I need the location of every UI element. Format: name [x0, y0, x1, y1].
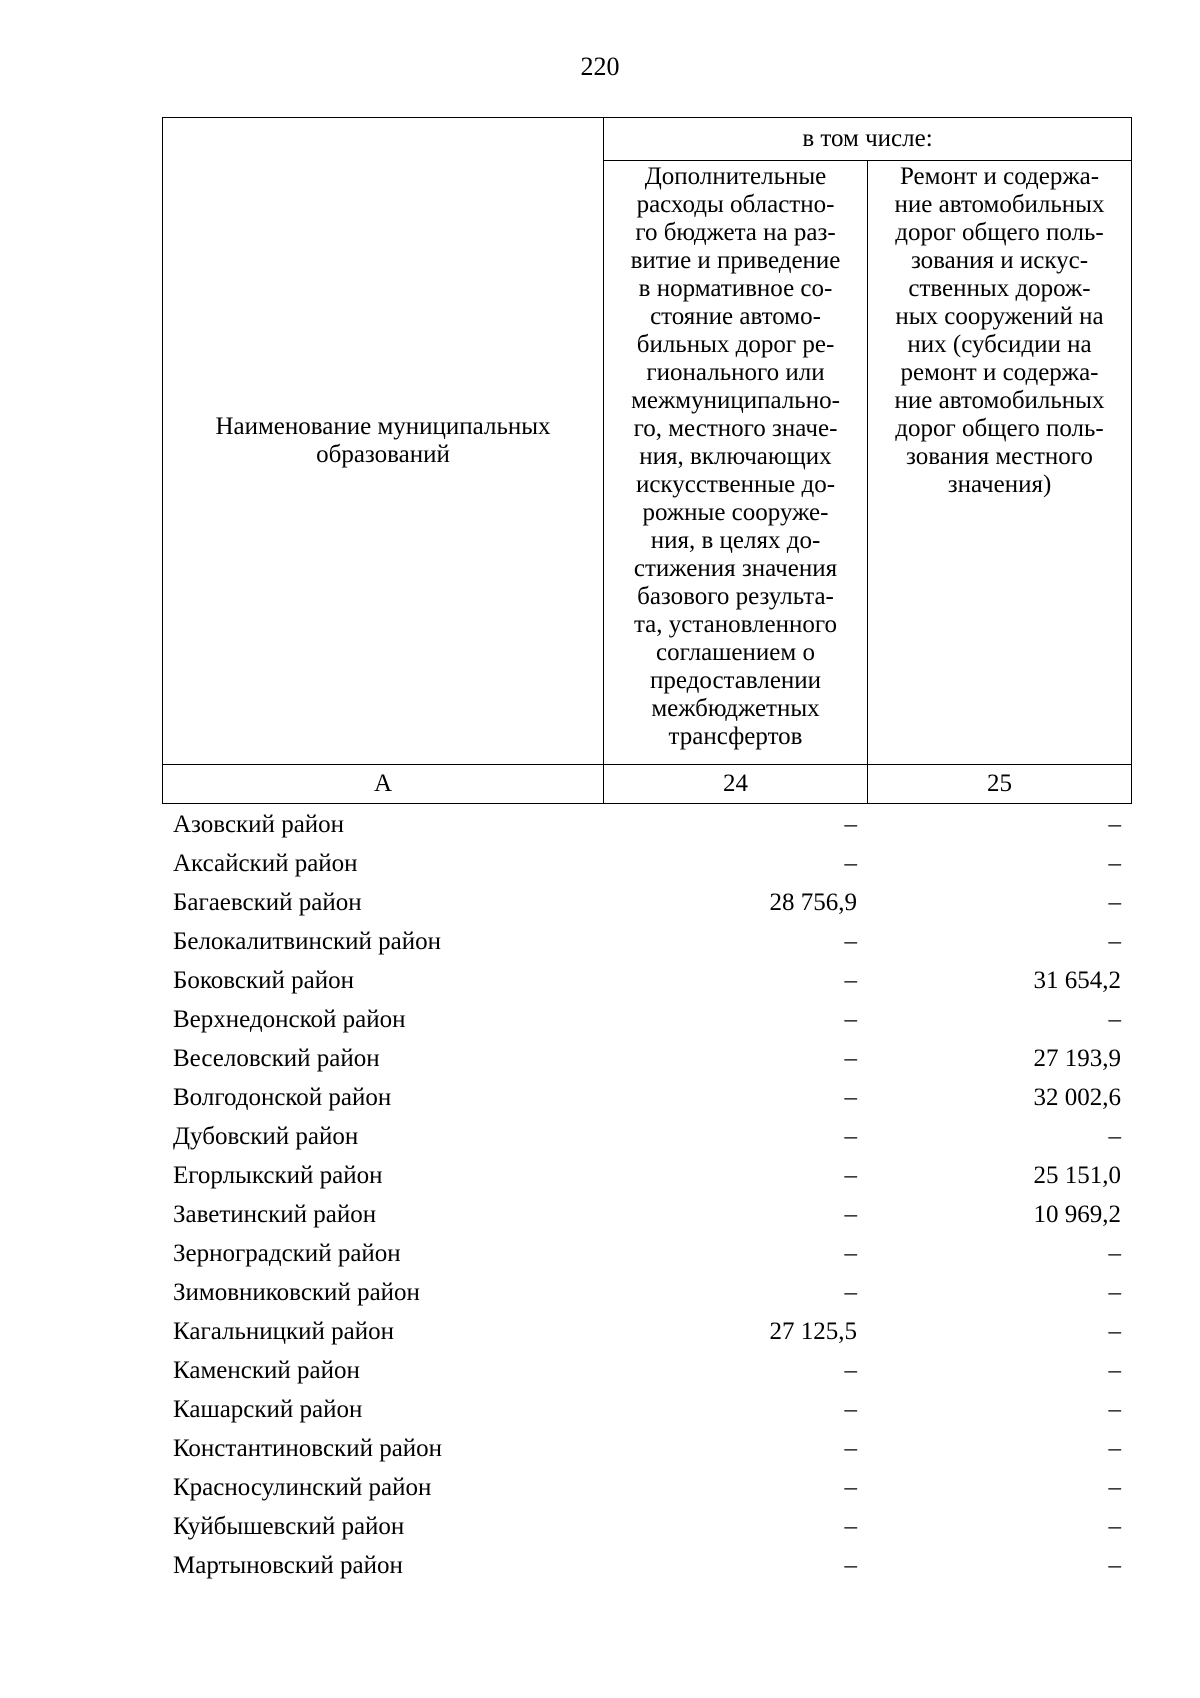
row-value-24: –	[844, 928, 857, 955]
table-row	[162, 1078, 1131, 1117]
header-num-24: 24	[604, 765, 868, 804]
row-value-24: –	[844, 1279, 857, 1306]
row-name: Куйбышевский район	[173, 1513, 405, 1540]
row-value-25: –	[1108, 1513, 1121, 1540]
row-value-24: –	[844, 967, 857, 994]
row-name: Багаевский район	[173, 889, 362, 916]
row-value-25: –	[1108, 1006, 1121, 1033]
row-value-24: –	[844, 1435, 857, 1462]
row-name: Зимовниковский район	[173, 1279, 420, 1306]
table-row	[162, 1195, 1131, 1234]
row-value-24: –	[844, 1006, 857, 1033]
row-value-25: 32 002,6	[1033, 1084, 1121, 1111]
row-value-24: –	[844, 1045, 857, 1072]
row-value-24: –	[844, 1084, 857, 1111]
row-value-24: –	[844, 1513, 857, 1540]
table-row	[162, 1312, 1131, 1351]
table-row	[162, 922, 1131, 961]
table-body	[162, 805, 1131, 1585]
row-value-24: 27 125,5	[769, 1318, 857, 1345]
table-header	[162, 117, 1132, 804]
table-row	[162, 1390, 1131, 1429]
table-row	[162, 1468, 1131, 1507]
row-value-24: –	[844, 1123, 857, 1150]
table-row	[162, 1000, 1131, 1039]
row-name: Кашарский район	[173, 1396, 363, 1423]
row-value-25: –	[1108, 1279, 1121, 1306]
row-value-24: –	[844, 1552, 857, 1579]
row-value-25: 27 193,9	[1033, 1045, 1121, 1072]
row-value-25: –	[1108, 1474, 1121, 1501]
row-value-25: 31 654,2	[1033, 967, 1121, 994]
row-name: Заветинский район	[173, 1201, 377, 1228]
table-row	[162, 1507, 1131, 1546]
table-row	[162, 1273, 1131, 1312]
row-value-24: –	[844, 1474, 857, 1501]
row-name: Зерноградский район	[173, 1240, 401, 1267]
row-value-25: –	[1108, 889, 1121, 916]
row-value-24: –	[844, 1162, 857, 1189]
row-name: Дубовский район	[173, 1123, 359, 1150]
table-row	[162, 883, 1131, 922]
row-name: Боковский район	[173, 967, 354, 994]
table-row	[162, 1429, 1131, 1468]
row-value-24: –	[844, 811, 857, 838]
table-row	[162, 961, 1131, 1000]
table-row	[162, 1234, 1131, 1273]
table-row	[162, 844, 1131, 883]
row-value-25: –	[1108, 1396, 1121, 1423]
table-row	[162, 1117, 1131, 1156]
row-value-25: 10 969,2	[1033, 1201, 1121, 1228]
row-value-25: –	[1108, 811, 1121, 838]
row-value-25: –	[1108, 1240, 1121, 1267]
header-col-24-description: Дополнительные расходы областно- го бюджета на раз- витие и приведение в нормативное со- стояние автомо- бильных дорог ре- гионального или межмуниципально- го, местного значе- ния, включающих искусственные до- рожные сооруже- ния, в целях до- стижения значения базового результа- та, установленного соглашением о предоставлении межбюджетных трансфертов	[604, 161, 868, 765]
header-including-group: в том числе:	[604, 118, 1132, 161]
row-value-25: –	[1108, 1318, 1121, 1345]
row-name: Аксайский район	[173, 850, 358, 877]
table-row	[162, 1156, 1131, 1195]
header-col-25-description: Ремонт и содержа- ние автомобильных дорог общего поль- зования и искус- ственных дорож- ных сооружений на них (субсидии на ремонт и содержа- ние автомобильных дорог общего поль- зования местного значения)	[868, 161, 1132, 765]
row-name: Егорлыкский район	[173, 1162, 383, 1189]
row-value-24: –	[844, 1240, 857, 1267]
table-row	[162, 1039, 1131, 1078]
table-row	[162, 1546, 1131, 1585]
row-value-24: –	[844, 1357, 857, 1384]
row-value-25: –	[1108, 850, 1121, 877]
row-value-25: –	[1108, 1552, 1121, 1579]
table-row	[162, 805, 1131, 844]
row-name: Белокалитвинский район	[173, 928, 441, 955]
header-num-25: 25	[868, 765, 1132, 804]
row-value-24: 28 756,9	[769, 889, 857, 916]
row-value-24: –	[844, 1396, 857, 1423]
row-name: Константиновский район	[173, 1435, 443, 1462]
header-num-a: А	[163, 765, 604, 804]
page-number: 220	[580, 52, 620, 81]
row-value-25: –	[1108, 1357, 1121, 1384]
row-value-25: –	[1108, 1123, 1121, 1150]
row-name: Каменский район	[173, 1357, 360, 1384]
row-value-24: –	[844, 850, 857, 877]
row-name: Веселовский район	[173, 1045, 380, 1072]
header-municipality-name: Наименование муниципальных образований	[163, 118, 604, 765]
row-value-24: –	[844, 1201, 857, 1228]
row-name: Верхнедонской район	[173, 1006, 406, 1033]
row-value-25: 25 151,0	[1033, 1162, 1121, 1189]
row-value-25: –	[1108, 1435, 1121, 1462]
row-name: Азовский район	[173, 811, 345, 838]
row-name: Кагальницкий район	[173, 1318, 395, 1345]
row-name: Красносулинский район	[173, 1474, 432, 1501]
row-name: Мартыновский район	[173, 1552, 403, 1579]
row-value-25: –	[1108, 928, 1121, 955]
table-row	[162, 1351, 1131, 1390]
row-name: Волгодонской район	[173, 1084, 392, 1111]
